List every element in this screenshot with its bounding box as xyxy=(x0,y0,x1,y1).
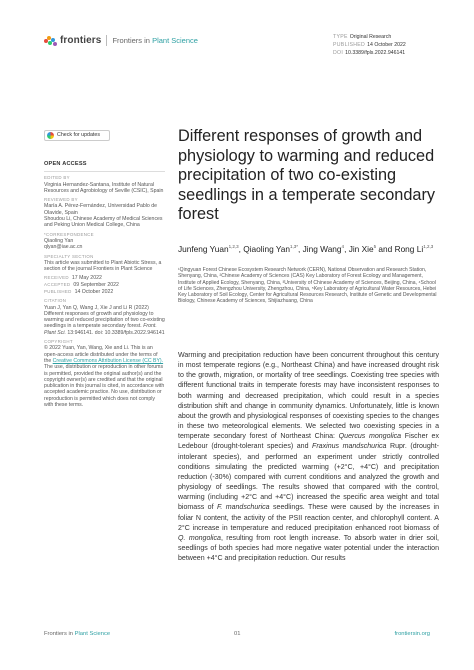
article-meta xyxy=(333,33,406,57)
citation-journal: Front. Plant Sci. xyxy=(44,323,157,336)
author[interactable]: Qiaoling Yan$^{1,3*}$ xyxy=(243,243,299,254)
check-updates-button[interactable] xyxy=(44,130,110,141)
date-received: RECEIVED 17 May 2022 xyxy=(44,275,102,282)
page-header xyxy=(44,33,450,63)
citation-label: CITATION xyxy=(44,298,67,304)
citation xyxy=(44,305,165,336)
specialty-label: SPECIALTY SECTION xyxy=(44,253,94,259)
frontiers-logo-icon xyxy=(44,36,57,46)
reviewed-by-label: REVIEWED BY xyxy=(44,197,78,203)
date-published: PUBLISHED 14 October 2022 xyxy=(44,288,114,295)
date-accepted: ACCEPTED 09 September 2022 xyxy=(44,282,119,289)
author[interactable]: Jin Xie$^5$ xyxy=(348,243,377,254)
article-title: Different responses of growth and physiology to warming and reduced precipitation of two co-existing seedlings in a temperate secondary forest xyxy=(178,127,436,224)
journal-title: Plant Science xyxy=(152,36,198,45)
citation-doi[interactable]: doi: 10.3389/fpls.2022.946141 xyxy=(94,329,165,336)
footer-journal: Frontiers in Plant Science xyxy=(44,631,111,637)
page-number: 01 xyxy=(234,631,241,637)
author-list: Junfeng Yuan$^{1,2,3}$, Qiaoling Yan$^{1,3*}$, Jing Wang$^4$, Jin Xie$^5$ and Rong Li$^{1,2,3}$ xyxy=(178,243,434,254)
citation-volume: 13:946141. xyxy=(67,329,94,336)
journal-name xyxy=(112,36,197,45)
divider xyxy=(44,171,165,172)
correspondence-email[interactable]: qlyan@iae.ac.cn xyxy=(44,244,83,251)
meta-published: PUBLISHED 14 October 2022 xyxy=(333,42,406,48)
meta-type: TYPE Original Research xyxy=(333,34,392,40)
citation-text: Yuan J, Yan Q, Wang J, Xie J and Li R (2022) Different responses of growth and physiology to warming and reduced precipitation of two co-existing seedlings in a temperate secondary forest. xyxy=(44,304,165,330)
reviewer-1: María A. Pérez-Fernández, Universidad Pablo de Olavide, Spain xyxy=(44,203,158,216)
correspondence-label: *CORRESPONDENCE xyxy=(44,231,94,237)
author[interactable]: Jing Wang$^4$ xyxy=(302,243,345,254)
abstract: Warming and precipitation reduction have been concurrent throughout this century in most temperate regions (e.g., Northeast China) and have increased drought risk to the growth, migration, or mortality of tree seedlings. Coexisting tree species with different functional traits in temperate forests may have inconsistent responses to both warming and decreased precipitation, which could result in a species distribution shift and change in community dynamics. Unfortunately, little is known about the growth and physiological responses of coexisting species to the changes in these two meteorological elements. We selected two coexisting species in a temperate secondary forest of Northeast China: Quercus mongolica Fischer ex Ledebour (drought-tolerant species) and Fraxinus mandschurica Rupr. (drought-intolerant species), and performed an experiment under strictly controlled conditions simulating the predicted warming (+2°C, +4°C) and precipitation reduction (-30%) compared with current conditions and analyzed the growth and physiology of seedlings. The results showed that compared with the control, warming (including +2°C and +4°C) increased the specific area weight and total biomass of F. mandschurica seedlings. These were caused by the increases in foliar N content, the activity of the PSII reaction center, and chlorophyll content. A 2°C increase in temperature and reduced precipitation enhanced root biomass of Q. mongolica, resulting from root length increase. To absorb water in drier soil, seedlings of both species had more negative water potential under the interaction between +4°C and precipitation reduction. Our results xyxy=(178,352,439,563)
reviewer-2: Shoudou Li, Chinese Academy of Medical Sciences and Peking Union Medical College, China xyxy=(44,216,163,229)
frontiers-logo[interactable] xyxy=(44,35,198,46)
author[interactable]: Junfeng Yuan$^{1,2,3}$ xyxy=(178,243,239,254)
copyright-label: COPYRIGHT xyxy=(44,339,73,345)
check-updates-label: Check for updates xyxy=(57,132,100,139)
open-access-label: OPEN ACCESS xyxy=(44,161,87,167)
check-updates-icon xyxy=(47,132,54,139)
specialty-section: This article was submitted to Plant Abiotic Stress, a section of the journal Frontiers in Plant Science xyxy=(44,259,162,273)
correspondence-name: Qiaoling Yan xyxy=(44,237,74,244)
author[interactable]: Rong Li$^{1,2,3}$ xyxy=(394,243,434,254)
edited-by: Virginia Hernandez-Santana, Institute of Natural Resources and Agrobiology of Seville (CSIC), Spain xyxy=(44,181,164,194)
correspondence xyxy=(44,238,165,251)
article-dates xyxy=(44,275,165,295)
site-link[interactable]: frontiersin.org xyxy=(394,631,430,637)
copyright-text-2: The use, distribution or reproduction in other forums is permitted, provided the original author(s) and the copyright owner(s) are credited and that the original publication in this journal is cited, in accordance with accepted academic practice. No use, distribution or reproduction is permitted which does not comply with these terms. xyxy=(44,364,165,408)
brand-name: frontiers xyxy=(60,35,102,46)
journal-prefix: Frontiers in xyxy=(112,36,150,45)
copyright xyxy=(44,345,165,408)
copyright-text-1: © 2022 Yuan, Yan, Wang, Xie and Li. This is an open-access article distributed under the terms of the xyxy=(44,345,158,364)
license-link[interactable]: Creative Commons Attribution License (CC BY). xyxy=(52,357,164,364)
logo-divider xyxy=(106,35,107,46)
meta-doi[interactable]: DOI 10.3389/fpls.2022.946141 xyxy=(333,50,406,56)
edited-by-label: EDITED BY xyxy=(44,175,70,181)
affiliations: ¹Qingyuan Forest Chinese Ecosystem Research Network (CERN), National Observation and Research Station, Shenyang, China, ²Chinese Academy of Sciences (CAS) Key Laboratory of Forest Ecology and Management, Institute of Applied Ecology, Shenyang, China, ³University of Chinese Academy of Sciences, Beijing, China, ⁴School of Life Sciences, Zhengzhou University, Zhengzhou, China, ⁵Key Laboratory of Agricultural Water Resources, Hebei Key Laboratory of Soil Ecology, Center for Agricultural Resources Research, Institute of Genetic and Developmental Biology, Chinese Academy of Sciences, Shijiazhuang, China xyxy=(178,267,437,305)
article-sidebar xyxy=(44,130,165,410)
